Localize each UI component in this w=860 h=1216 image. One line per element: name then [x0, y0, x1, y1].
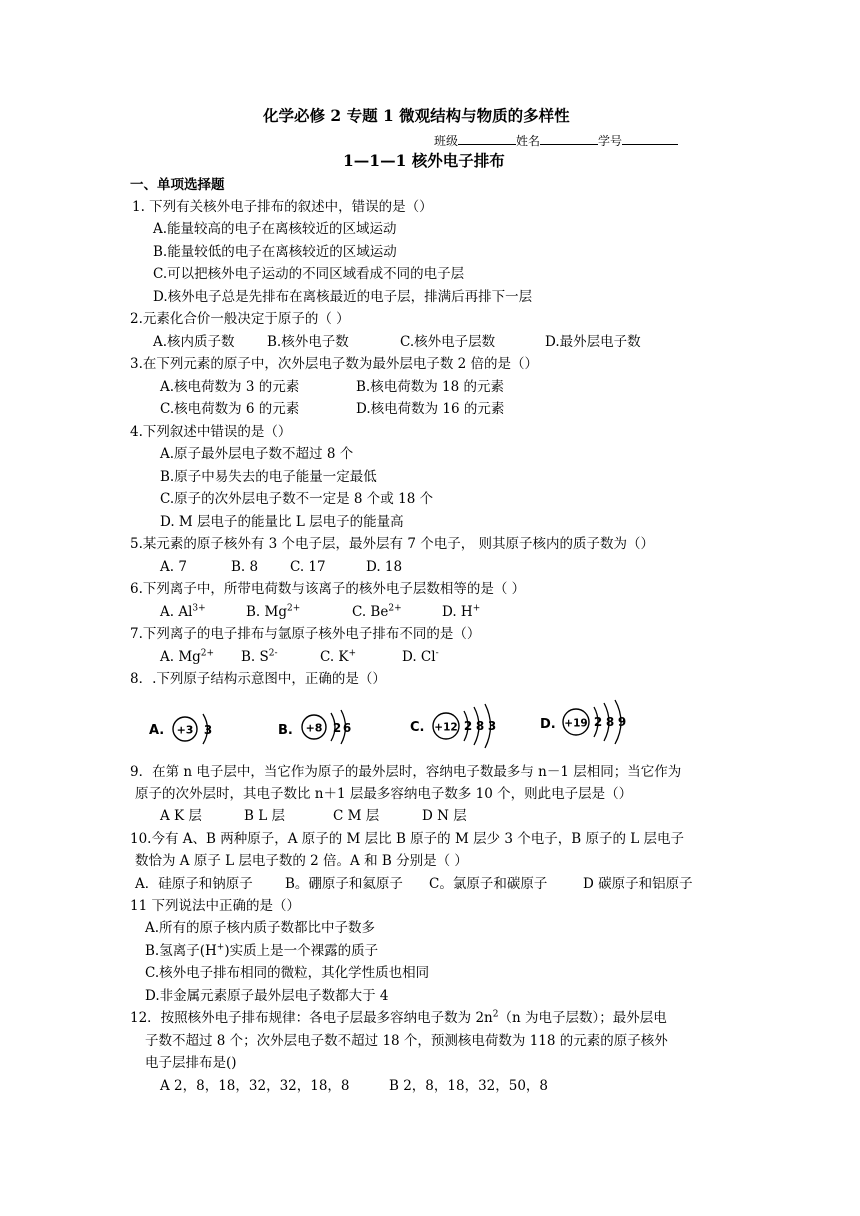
q6-option-c: C. $Be^{2+}$: [352, 603, 402, 620]
diagram-d-shell-2: 8: [605, 715, 615, 729]
q10-stem-line1: 10.今有 A、B 两种原子，A 原子的 M 层比 B 原子的 M 层少 3 个电子，B 原子的 L 层电子: [130, 831, 685, 847]
q12-stem-line1: 12．按照核外电子排布规律：各电子层最多容纳电子数为 $2n^2(n$ 为电子层数）；最外层电: [130, 1009, 667, 1026]
q10-option-a: A．硅原子和钠原子: [135, 876, 253, 892]
q10-option-c: C。氯原子和碳原子: [429, 876, 548, 892]
name-label: 姓名: [516, 134, 541, 148]
q2-option-a: A.核内质子数: [153, 334, 235, 350]
q12-option-b: B 2，8，18，32，50，8: [389, 1078, 549, 1094]
lesson-subtitle: 1—1—1 核外电子排布: [343, 151, 505, 170]
q4-option-b: B.原子中易失去的电子能量一定最低: [160, 469, 377, 485]
q10-option-d: D 碳原子和铝原子: [583, 876, 693, 892]
q3-option-b: B.核电荷数为 18 的元素: [356, 379, 504, 395]
q9-option-a: A K 层: [160, 808, 202, 824]
q2-option-b: B.核外电子数: [267, 334, 349, 350]
q7-option-b: B. $S^{2-}$: [241, 648, 278, 665]
q4-option-d: D. M 层电子的能量比 L 层电子的能量高: [160, 514, 404, 530]
q3-option-c: C.核电荷数为 6 的元素: [160, 401, 300, 417]
diagram-b-shell-2: 6: [342, 721, 352, 735]
q3-option-a: A.核电荷数为 3 的元素: [160, 379, 300, 395]
q11-option-b: B.氢离子(H+)实质上是一个裸露的质子: [145, 942, 379, 959]
q9-option-b: B L 层: [244, 808, 285, 824]
diagram-a-shell-1: 3: [203, 723, 213, 737]
q7-option-c: C. K+: [320, 648, 357, 665]
q7-option-a: A. $Mg^{2+}$: [160, 648, 215, 665]
diagram-c-label: C.: [410, 720, 425, 735]
diagram-a-label: A.: [149, 723, 165, 738]
q1-option-b: B.能量较低的电子在离核较近的区域运动: [153, 244, 397, 260]
q2-stem: 2.元素化合价一般决定于原子的（ ）: [130, 311, 350, 327]
q11-option-d: D.非金属元素原子最外层电子数都大于 4: [145, 988, 389, 1004]
page-title: 化学必修 2 专题 1 微观结构与物质的多样性: [263, 106, 570, 125]
diagram-d-label: D.: [540, 717, 556, 732]
q4-stem: 4.下列叙述中错误的是（）: [130, 424, 292, 440]
q9-stem-line1: 9．在第 n 电子层中，当它作为原子的最外层时，容纳电子数最多与 n－1 层相同；当它作为: [130, 764, 682, 780]
diagram-d-nucleus: +19: [564, 717, 588, 730]
q5-option-c: C. 17: [290, 559, 326, 575]
diagram-c-shell-3: 3: [487, 719, 497, 733]
q1-option-c: C.可以把核外电子运动的不同区域看成不同的电子层: [153, 266, 465, 282]
q10-stem-line2: 数恰为 A 原子 L 层电子数的 2 倍。A 和 B 分别是（ ）: [135, 853, 468, 869]
id-label: 学号: [598, 134, 623, 148]
diagram-d: [540, 700, 626, 744]
q9-option-d: D N 层: [422, 808, 467, 824]
q5-option-d: D. 18: [366, 559, 403, 575]
diagram-a-nucleus: +3: [176, 723, 194, 737]
q7-option-d: D. Cl-: [402, 648, 439, 665]
q6-stem: 6.下列离子中，所带电荷数与该离子的核外电子层数相等的是（ ）: [130, 581, 526, 597]
q6-option-a: A. $Al^{3+}$: [160, 603, 206, 620]
diagram-c-nucleus: +12: [434, 721, 458, 734]
diagram-b-shell-1: 2: [332, 721, 342, 735]
q9-stem-line2: 原子的次外层时，其电子数比 n＋1 层最多容纳电子数多 10 个，则此电子层是（）: [135, 786, 633, 802]
q4-option-c: C.原子的次外层电子数不一定是 8 个或 18 个: [160, 491, 434, 507]
q5-option-a: A. 7: [160, 559, 187, 575]
q3-option-d: D.核电荷数为 16 的元素: [356, 401, 505, 417]
q10-option-b: B。硼原子和氦原子: [285, 876, 403, 892]
q6-option-b: B. $Mg^{2+}$: [246, 603, 301, 620]
q11-option-a: A.所有的原子核内质子数都比中子数多: [145, 920, 376, 936]
q6-option-d: D. H+: [442, 603, 481, 620]
q8-stem: 8．.下列原子结构示意图中，正确的是（）: [130, 671, 386, 687]
class-label: 班级: [434, 134, 459, 148]
q11-stem: 11 下列说法中正确的是（）: [130, 898, 300, 914]
diagram-b: [278, 710, 351, 744]
q1-stem: 1. 下列有关核外电子排布的叙述中，错误的是（）: [132, 199, 433, 215]
q4-option-a: A.原子最外层电子数不超过 8 个: [160, 446, 354, 462]
section-heading: 一、单项选择题: [130, 177, 225, 193]
diagram-b-label: B.: [278, 723, 293, 738]
diagram-a: [149, 714, 212, 744]
q12-stem-line2: 子数不超过 8 个；次外层电子数不超过 18 个，预测核电荷数为 118 的元素的原子核外: [145, 1033, 668, 1049]
diagram-c: [410, 704, 496, 748]
q1-option-d: D.核外电子总是先排布在离核最近的电子层，排满后再排下一层: [153, 289, 533, 305]
diagram-d-shell-1: 2: [593, 715, 603, 729]
q5-stem: 5.某元素的原子核外有 3 个电子层，最外层有 7 个电子， 则其原子核内的质子数为（）: [130, 536, 655, 552]
q2-option-d: D.最外层电子数: [545, 334, 641, 350]
q1-option-a: A.能量较高的电子在离核较近的区域运动: [153, 221, 397, 237]
q7-stem: 7.下列离子的电子排布与氩原子核外电子排布不同的是（）: [130, 626, 481, 642]
q5-option-b: B. 8: [231, 559, 259, 575]
q12-stem-line3: 电子层排布是(): [145, 1055, 237, 1071]
diagram-b-nucleus: +8: [305, 721, 323, 735]
q11-option-c: C.核外电子排布相同的微粒，其化学性质也相同: [145, 965, 430, 981]
diagram-c-shell-1: 2: [463, 719, 473, 733]
q12-option-a: A 2，8，18，32，32，18，8: [160, 1078, 350, 1094]
q9-option-c: C M 层: [333, 808, 380, 824]
diagram-c-shell-2: 8: [475, 719, 485, 733]
diagram-d-shell-3: 9: [617, 715, 627, 729]
q3-stem: 3.在下列元素的原子中，次外层电子数为最外层电子数 2 倍的是（）: [130, 356, 539, 372]
q2-option-c: C.核外电子层数: [400, 334, 496, 350]
